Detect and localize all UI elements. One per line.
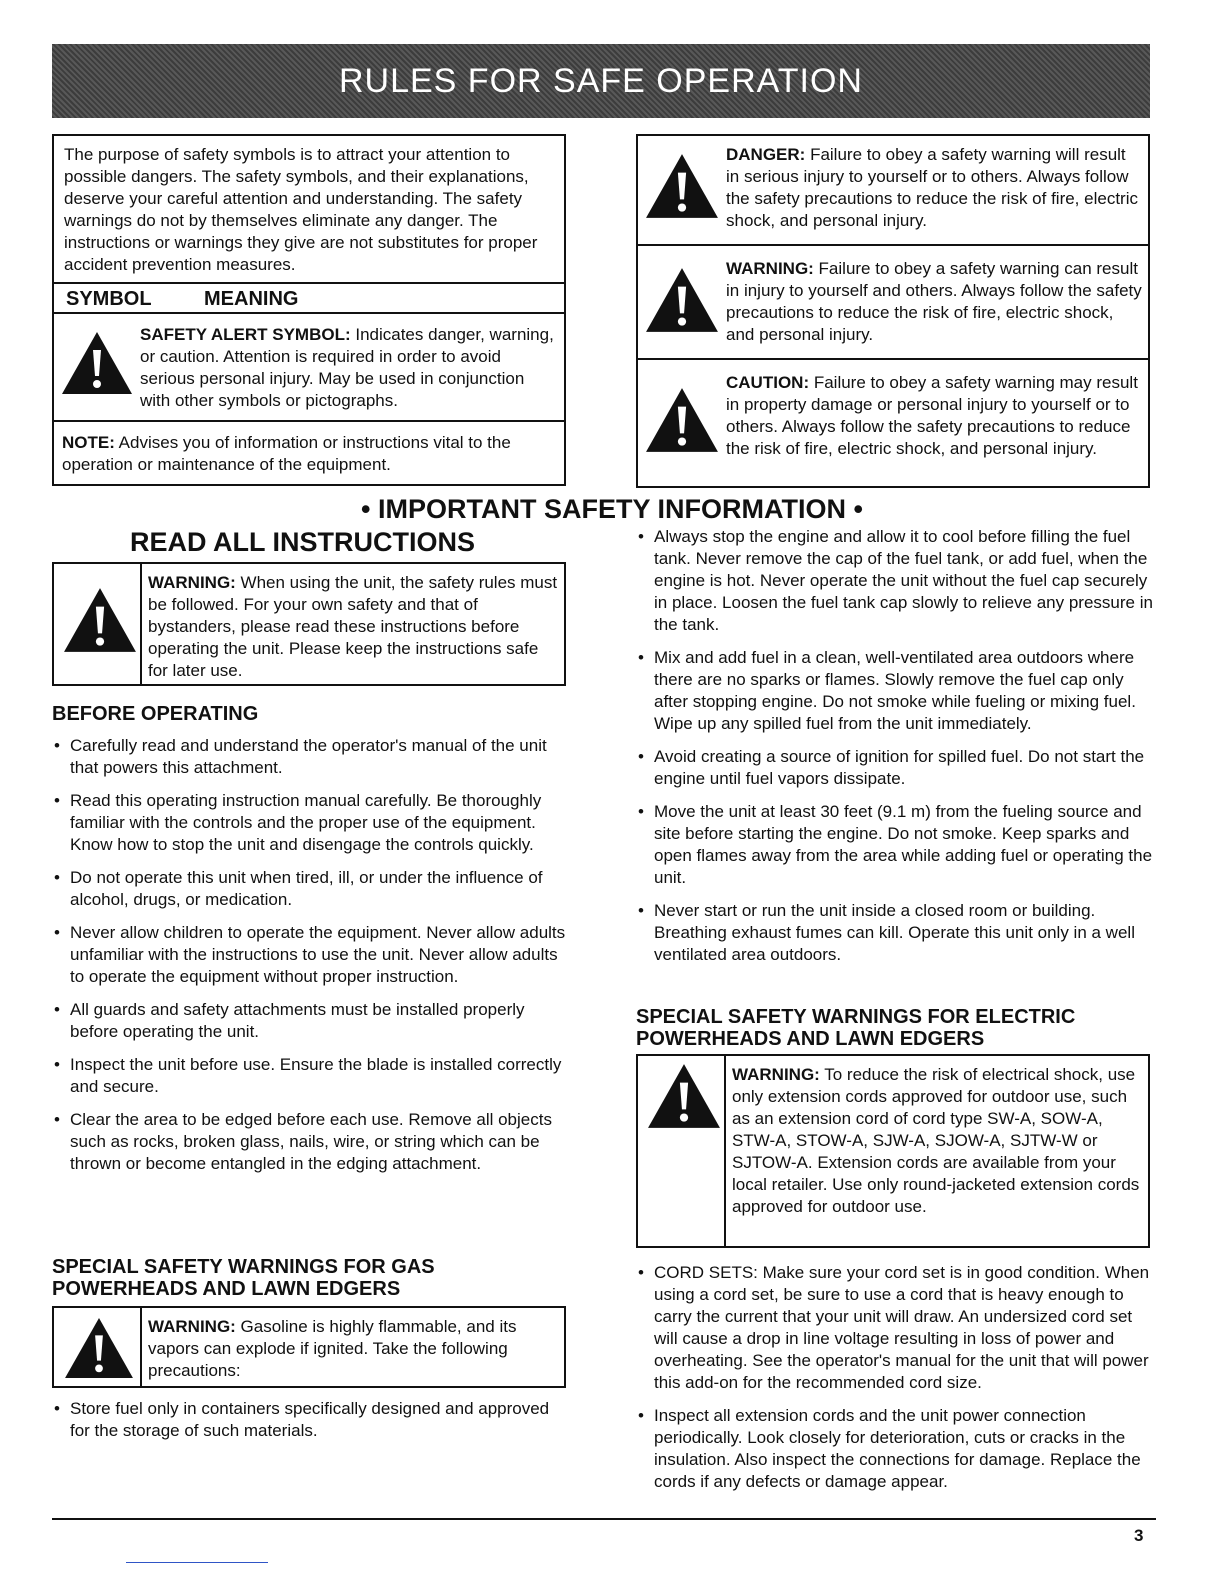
warning-description: When using the unit, the safety rules must be followed. For your own safety and that of bystanders, please read these instructions before operating the unit. Please keep the instructions safe for later use. <box>148 573 558 680</box>
danger-text <box>726 144 1142 232</box>
list-item: • Inspect all extension cords and the unit power connection periodically. Look closely for deterioration, cuts or cracks in the insulation. Also inspect the connections for damage. Replace the cords if any defects or damage appear. <box>636 1405 1154 1493</box>
link-underline <box>126 1562 268 1563</box>
caution-text <box>726 372 1142 460</box>
gas-warnings-list <box>52 1398 568 1453</box>
warning-triangle-icon <box>644 152 720 220</box>
list-item: • Always stop the engine and allow it to cool before filling the fuel tank. Never remove the cap of the fuel tank, or add fuel, when the engine is hot. Never operate the unit without the fuel cap securely in place. Loosen the fuel tank cap slowly to relieve any pressure in the tank. <box>636 526 1154 636</box>
list-item: • Store fuel only in containers specifically designed and approved for the storage of such materials. <box>52 1398 568 1442</box>
warning-triangle-icon <box>646 1062 722 1130</box>
list-item: • Avoid creating a source of ignition for spilled fuel. Do not start the engine until fuel vapors dissipate. <box>636 746 1154 790</box>
warning-row <box>638 246 1148 360</box>
list-item: • Do not operate this unit when tired, ill, or under the influence of alcohol, drugs, or medication. <box>52 867 568 911</box>
safety-alert-description: Indicates danger, warning, or caution. Attention is required in order to avoid serious personal injury. May be used in conjunction with other symbols or pictographs. <box>140 325 554 410</box>
safety-alert-label: SAFETY ALERT SYMBOL: <box>140 325 351 344</box>
symbol-column-header: SYMBOL <box>66 288 152 310</box>
page-title: RULES FOR SAFE OPERATION <box>338 61 863 100</box>
electric-warning-text <box>732 1064 1144 1218</box>
footer-rule <box>52 1518 1156 1520</box>
list-item: • Carefully read and understand the operator's manual of the unit that powers this attachment. <box>52 735 568 779</box>
warning-triangle-icon <box>62 1316 136 1380</box>
warning-triangle-icon <box>60 330 134 396</box>
signal-words-box <box>636 134 1150 488</box>
box-divider <box>140 1308 142 1386</box>
safety-alert-text <box>140 324 558 412</box>
warning-label: WARNING: <box>148 573 236 592</box>
before-operating-heading: BEFORE OPERATING <box>52 703 259 725</box>
list-item: • Clear the area to be edged before each use. Remove all objects such as rocks, broken glass, nails, wire, or string which can be thrown or become entangled in the edging attachment. <box>52 1109 568 1175</box>
list-item: • Inspect the unit before use. Ensure the blade is installed correctly and secure. <box>52 1054 568 1098</box>
gas-warning-text <box>148 1316 560 1382</box>
warning-label: WARNING: <box>726 259 814 278</box>
intro-paragraph: The purpose of safety symbols is to attract your attention to possible dangers. The safety symbols, and their explanations, deserve your careful attention and understanding. The safety warnings do not by themselves eliminate any danger. The instructions or warnings they give are not substitutes for proper accident prevention measures. <box>64 145 538 274</box>
danger-description: Failure to obey a safety warning will result in serious injury to yourself or to others. Always follow the safety precautions to reduce the risk of fire, electric shock, and personal injury. <box>726 145 1138 230</box>
list-item: • Never allow children to operate the equipment. Never allow adults unfamiliar with the instructions to use the unit. Never allow adults to operate the equipment without proper instruction. <box>52 922 568 988</box>
list-item: • Mix and add fuel in a clean, well-ventilated area outdoors where there are no sparks or flames. Slowly remove the fuel cap only after stopping engine. Do not smoke while fueling or mixing fuel. Wipe up any spilled fuel from the unit immediately. <box>636 647 1154 735</box>
before-operating-list <box>52 735 568 1186</box>
warning-text <box>726 258 1142 346</box>
box-divider <box>140 564 142 684</box>
list-item: • All guards and safety attachments must be installed properly before operating the unit. <box>52 999 568 1043</box>
danger-label: DANGER: <box>726 145 806 164</box>
warning-triangle-icon <box>644 266 720 334</box>
warning-triangle-icon <box>644 386 720 454</box>
safety-alert-row <box>54 312 564 422</box>
caution-row <box>638 360 1148 486</box>
important-safety-heading: • IMPORTANT SAFETY INFORMATION • <box>361 494 863 524</box>
list-item: • Move the unit at least 30 feet (9.1 m) from the fueling source and site before starting the engine. Do not smoke. Keep sparks and open flames away from the area while adding fuel or operating the unit. <box>636 801 1154 889</box>
warning-label: WARNING: <box>148 1317 236 1336</box>
electric-warning-box <box>636 1054 1150 1248</box>
note-description: Advises you of information or instructions vital to the operation or maintenance of the equipment. <box>62 433 511 474</box>
electric-warnings-heading: SPECIAL SAFETY WARNINGS FOR ELECTRIC POWERHEADS AND LAWN EDGERS <box>636 1006 1076 1050</box>
note-row <box>54 424 564 484</box>
read-instructions-warning-box <box>52 562 566 686</box>
list-item: • CORD SETS: Make sure your cord set is in good condition. When using a cord set, be sure to use a cord that is heavy enough to carry the current that your unit will draw. An undersized cord set will cause a drop in line voltage resulting in loss of power and overheating. See the operator's manual for the unit that will power this add-on for the recommended cord size. <box>636 1262 1154 1394</box>
warning-description: To reduce the risk of electrical shock, use only extension cords approved for outdoor use, such as an extension cord of cord type SW-A, SOW-A, STW-A, STOW-A, SJW-A, SJOW-A, SJTW-W or SJTOW-A. Extension cords are available from your local retailer. Use only round-jacketed extension cords approved for outdoor use. <box>732 1065 1140 1216</box>
page-number: 3 <box>1134 1526 1144 1545</box>
warning-label: WARNING: <box>732 1065 820 1084</box>
list-item: • Read this operating instruction manual carefully. Be thoroughly familiar with the controls and the proper use of the equipment. Know how to stop the unit and disengage the controls quickly. <box>52 790 568 856</box>
warning-triangle-icon <box>62 586 138 654</box>
symbol-table-header <box>54 282 564 314</box>
gas-warnings-heading: SPECIAL SAFETY WARNINGS FOR GAS POWERHEADS AND LAWN EDGERS <box>52 1256 435 1300</box>
electric-warnings-list <box>636 1262 1154 1504</box>
caution-description: Failure to obey a safety warning may result in property damage or personal injury to yourself or to others. Always follow the safety precautions to reduce the risk of fire, electric shock, and personal injury. <box>726 373 1138 458</box>
note-label: NOTE: <box>62 433 115 452</box>
box-divider <box>724 1056 726 1246</box>
list-item: • Never start or run the unit inside a closed room or building. Breathing exhaust fumes can kill. Operate this unit only in a well ventilated area outdoors. <box>636 900 1154 966</box>
read-all-instructions-heading: READ ALL INSTRUCTIONS <box>130 527 476 557</box>
fuel-safety-list <box>636 526 1154 977</box>
read-instructions-warning-text <box>148 572 560 682</box>
symbol-meaning-box <box>52 134 566 486</box>
warning-description: Failure to obey a safety warning can result in injury to yourself and others. Always follow the safety precautions to reduce the risk of fire, electric shock, and personal injury. <box>726 259 1142 344</box>
gas-warning-box <box>52 1306 566 1388</box>
header-banner <box>52 44 1150 118</box>
note-text <box>62 432 558 476</box>
warning-description: Gasoline is highly flammable, and its vapors can explode if ignited. Take the following precautions: <box>148 1317 517 1380</box>
meaning-column-header: MEANING <box>204 288 299 310</box>
caution-label: CAUTION: <box>726 373 810 392</box>
danger-row <box>638 136 1148 246</box>
